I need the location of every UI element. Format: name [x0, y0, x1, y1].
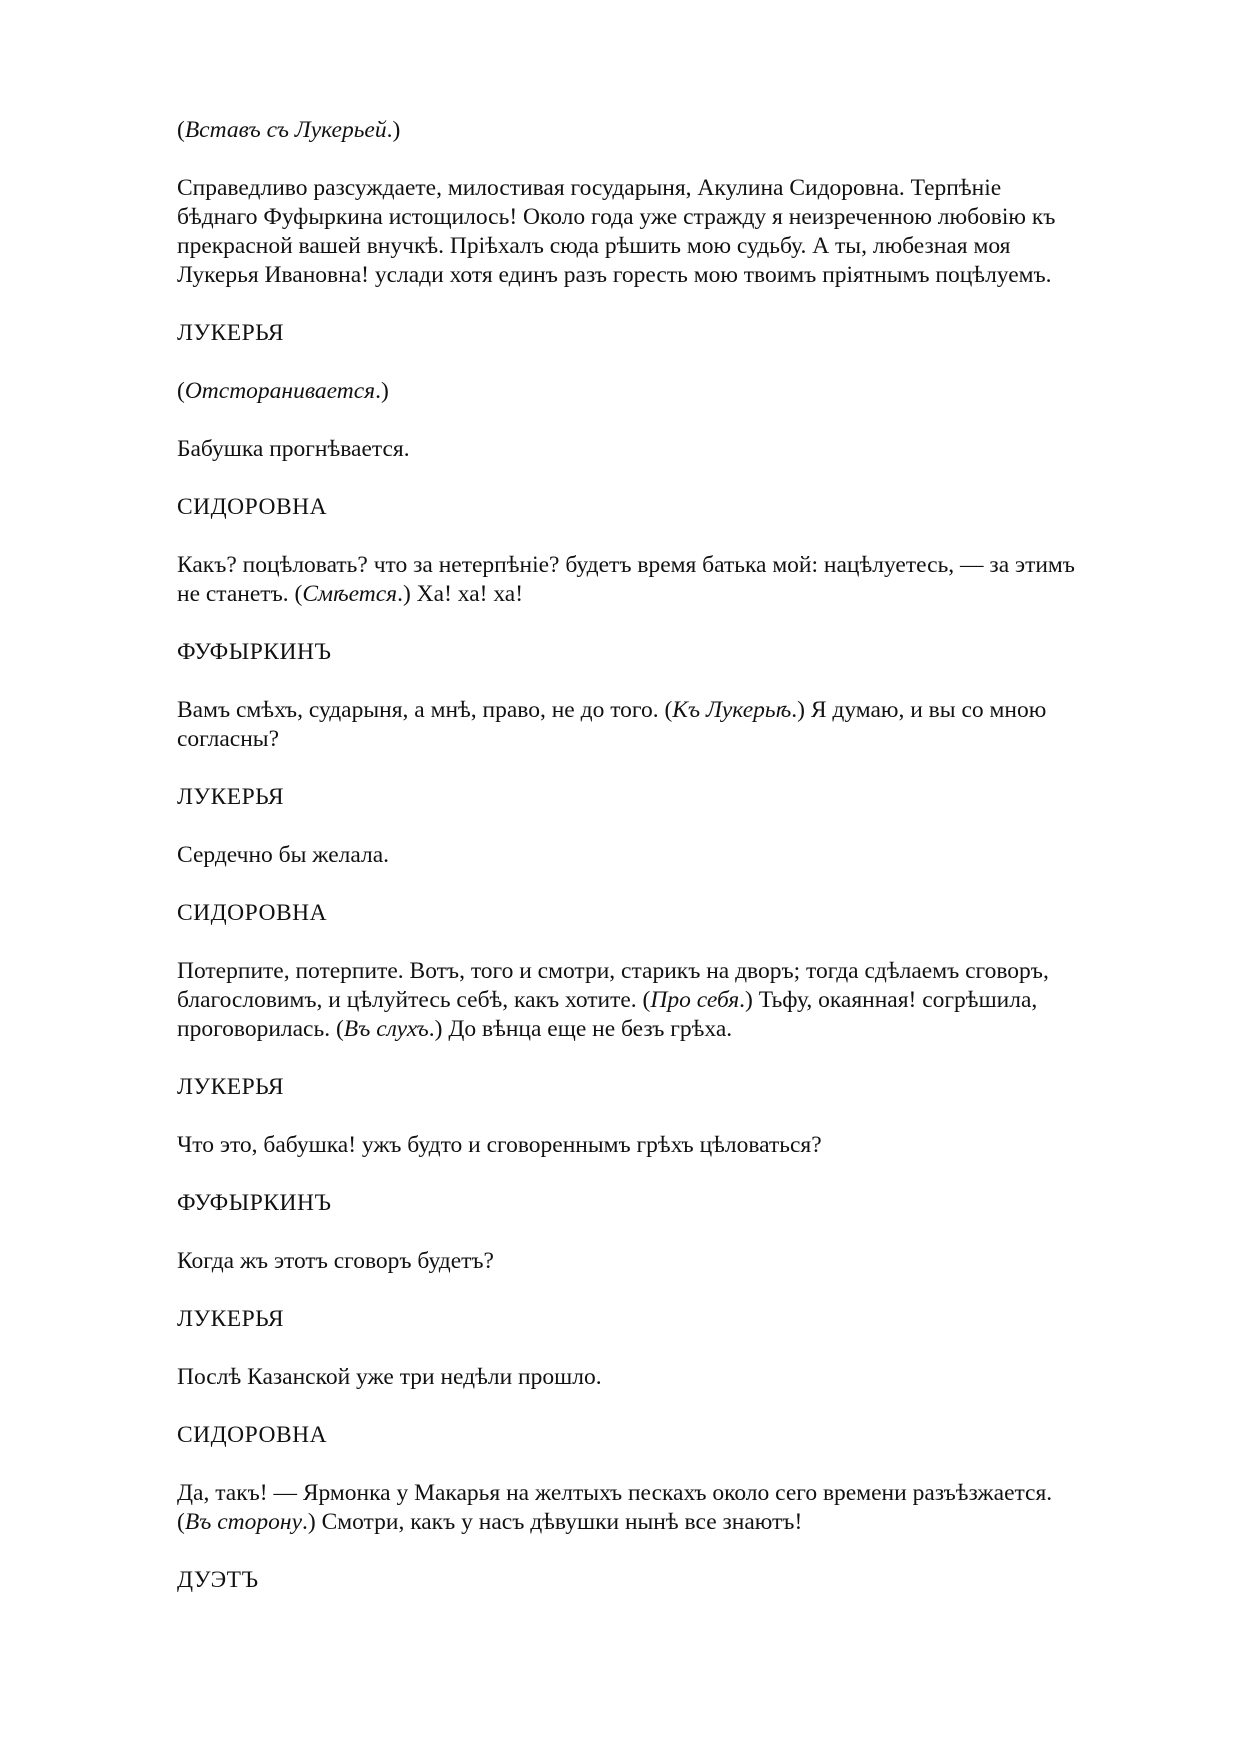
stage-direction-text: Въ слухъ [343, 1016, 429, 1042]
text-run: ЛУКЕРЬЯ [177, 1306, 285, 1332]
text-run: СИДОРОВНА [177, 494, 328, 520]
text-run: .) Смотри, какъ у насъ дѣвушки нынѣ все знаютъ! [302, 1509, 803, 1535]
stage-direction-text: Смѣется [302, 581, 398, 607]
dialogue-paragraph [177, 551, 1162, 609]
speaker-name [177, 638, 1162, 667]
text-run: Сердечно бы желала. [177, 842, 390, 868]
text-run: Справедливо разсуждаете, милостивая государыня, Акулина Сидоровна. Терпѣніе бѣднаго Фуфыркина истощилось! Около года уже стражду я неизреченною любовію къ прекрасной вашей внучкѣ. Пріѣхалъ сюда рѣшить мою судьбу. А ты, любезная моя Лукерья Ивановна! услади хотя единъ разъ горесть мою твоимъ пріятнымъ поцѣлуемъ. [177, 175, 1056, 288]
play-text [177, 116, 1162, 1624]
text-run: Вамъ смѣхъ, сударыня, а мнѣ, право, не до того. ( [177, 697, 673, 723]
stage-direction [177, 377, 1162, 406]
stage-direction-text: Про себя [650, 987, 740, 1013]
text-run: Потерпите, потерпите. Вотъ, того и смотри, старикъ на дворъ; тогда сдѣлаемъ сговоръ, благословимъ, и цѣлуйтесь себѣ, какъ хотите. ( [177, 958, 1049, 1013]
text-run: Когда жъ этотъ сговоръ будетъ? [177, 1248, 494, 1274]
text-run: ФУФЫРКИНЪ [177, 639, 332, 665]
text-run: ЛУКЕРЬЯ [177, 320, 285, 346]
dialogue-paragraph [177, 1131, 1162, 1160]
speaker-name [177, 1073, 1162, 1102]
dialogue-paragraph [177, 1363, 1162, 1392]
text-run: ДУЭТЪ [177, 1567, 259, 1593]
text-run: .) [375, 378, 389, 404]
text-run: Послѣ Казанской уже три недѣли прошло. [177, 1364, 602, 1390]
speaker-name [177, 783, 1162, 812]
dialogue-paragraph [177, 1479, 1162, 1537]
text-run: .) Тьфу, окаянная! согрѣшила, проговорилась. ( [177, 987, 1038, 1042]
speaker-name [177, 1189, 1162, 1218]
text-run: Что это, бабушка! ужъ будто и сговореннымъ грѣхъ цѣловаться? [177, 1132, 822, 1158]
text-run: ЛУКЕРЬЯ [177, 784, 285, 810]
dialogue-paragraph [177, 957, 1162, 1044]
speaker-name [177, 1305, 1162, 1334]
speaker-name [177, 493, 1162, 522]
text-run: Бабушка прогнѣвается. [177, 436, 410, 462]
stage-direction-text: Вставъ съ Лукерьей [184, 117, 387, 143]
text-run: .) [386, 117, 401, 143]
text-run: ФУФЫРКИНЪ [177, 1190, 332, 1216]
speaker-name [177, 319, 1162, 348]
text-run: .) Ха! ха! ха! [397, 581, 524, 607]
dialogue-paragraph [177, 841, 1162, 870]
dialogue-paragraph [177, 435, 1162, 464]
speaker-name [177, 899, 1162, 928]
text-run: ( [177, 378, 185, 404]
text-run: .) До вѣнца еще не безъ грѣха. [428, 1016, 733, 1042]
text-run: Какъ? поцѣловать? что за нетерпѣніе? будетъ время батька мой: нацѣлуетесь, — за этимъ не станетъ. ( [177, 552, 1075, 607]
dialogue-paragraph [177, 174, 1162, 290]
dialogue-paragraph [177, 1247, 1162, 1276]
speaker-name [177, 1421, 1162, 1450]
text-run: ЛУКЕРЬЯ [177, 1074, 285, 1100]
text-run: ( [177, 117, 185, 143]
text-run: СИДОРОВНА [177, 1422, 328, 1448]
stage-direction-text: Въ сторону [184, 1509, 302, 1535]
dialogue-paragraph [177, 696, 1162, 754]
stage-direction-text: Отсторанивается [184, 378, 376, 404]
stage-direction [177, 116, 1162, 145]
stage-direction-text: Къ Лукерьѣ [672, 697, 792, 723]
speaker-name [177, 1566, 1162, 1595]
text-run: Да, такъ! — Ярмонка у Макарья на желтыхъ пескахъ около сего времени разъѣзжается. ( [177, 1480, 1053, 1535]
text-run: СИДОРОВНА [177, 900, 328, 926]
text-run: .) Я думаю, и вы со мною согласны? [177, 697, 1047, 752]
